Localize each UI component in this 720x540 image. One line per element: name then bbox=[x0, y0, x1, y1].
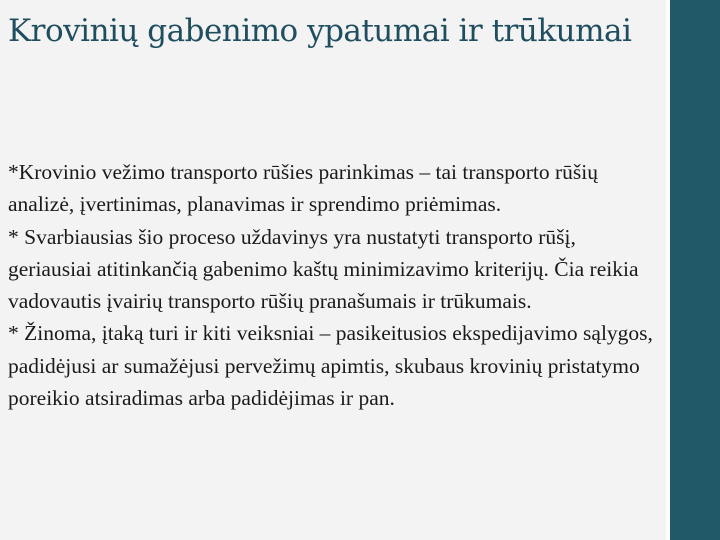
accent-bar bbox=[670, 0, 720, 540]
paragraph-text: Svarbiausias šio proceso uždavinys yra nustatyti transporto rūšį, geriausiai atitinkančią gabenimo kaštų minimizavimo kriterijų. Čia reikia vadovautis įvairių transporto rūšių pranašumais ir trūkumais. bbox=[8, 224, 639, 314]
bullet-marker: * bbox=[8, 321, 19, 346]
slide-title: Krovinių gabenimo ypatumai ir trūkumai bbox=[8, 13, 632, 49]
bullet-paragraph-2 bbox=[8, 221, 663, 318]
panel-divider bbox=[666, 0, 668, 540]
slide-body bbox=[8, 156, 663, 414]
bullet-marker: * bbox=[8, 224, 19, 249]
bullet-paragraph-1 bbox=[8, 156, 663, 221]
bullet-paragraph-3 bbox=[8, 317, 663, 414]
paragraph-text: Žinoma, įtaką turi ir kiti veiksniai – pasikeitusios ekspedijavimo sąlygos, padidėjusi ar sumažėjusi pervežimų apimtis, skubaus krovinių pristatymo poreikio atsiradimas arba padidėjimas ir pan. bbox=[8, 321, 653, 411]
bullet-marker: * bbox=[8, 160, 19, 184]
paragraph-text: Krovinio vežimo transporto rūšies parinkimas – tai transporto rūšių analizė, įvertinimas, planavimas ir sprendimo priėmimas. bbox=[8, 160, 598, 217]
